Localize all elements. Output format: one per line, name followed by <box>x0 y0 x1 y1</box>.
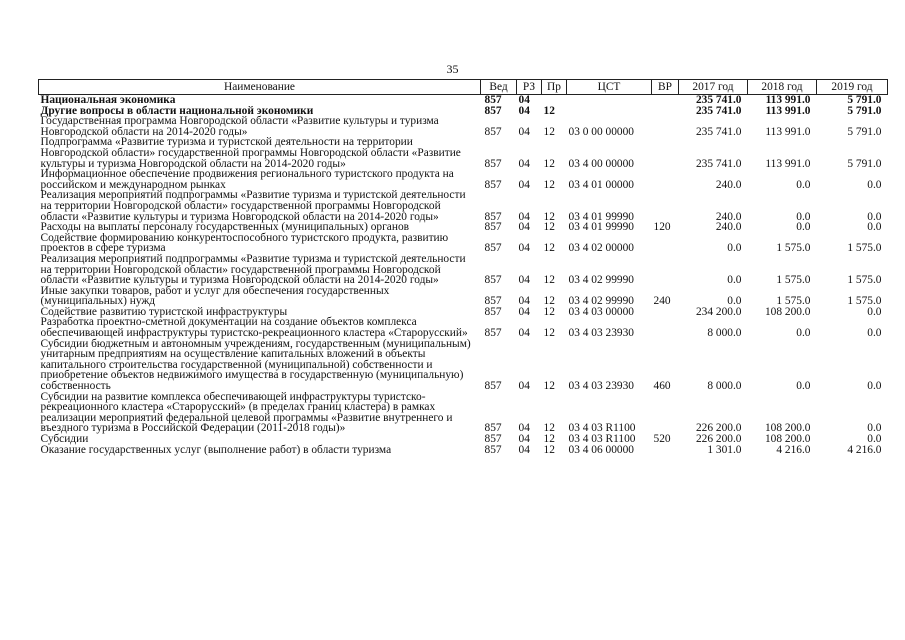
ved-cell: 857 <box>484 104 502 117</box>
amount-2019: 5 791.0 <box>847 104 882 117</box>
vr-cell <box>652 392 679 434</box>
amount-2017: 235 741.0 <box>695 157 742 170</box>
ved-cell: 857 <box>484 443 502 456</box>
pr-cell: 12 <box>543 305 555 318</box>
amount-2018: 1 575.0 <box>776 242 811 255</box>
rz-cell: 04 <box>518 210 530 223</box>
amount-2018: 0.0 <box>796 327 811 340</box>
pr-cell: 12 <box>543 380 555 393</box>
amount-2018: 0.0 <box>796 221 811 234</box>
column-header: ЦСТ <box>567 80 652 95</box>
amount-2019: 0.0 <box>867 327 882 340</box>
cst-cell: 03 4 02 99990 <box>568 295 634 308</box>
ved-cell: 857 <box>484 94 502 106</box>
row-name: Субсидии на развитие комплекса обеспечивающей инфраструктуры туристско-рекреационного кластера «Старорусский» (в пределах границ кластера) в рамках реализации мероприятий федеральной целевой программы «Развитие внутреннего и въездного туризма в Российской Федерации (2011-2018 годы)» <box>40 390 453 435</box>
amount-2019: 0.0 <box>867 433 882 445</box>
cst-cell: 03 4 06 00000 <box>568 443 634 456</box>
amount-2017: 0.0 <box>727 242 742 255</box>
vr-cell: 240 <box>653 295 671 308</box>
vr-cell <box>652 445 679 456</box>
table-row <box>39 339 888 392</box>
rz-cell: 04 <box>518 125 530 138</box>
vr-cell <box>652 233 679 254</box>
rz-cell: 04 <box>518 221 530 234</box>
cst-cell: 03 0 00 00000 <box>568 125 634 138</box>
page-number: 35 <box>446 62 459 76</box>
vr-cell <box>652 190 679 222</box>
rz-cell: 04 <box>518 443 530 456</box>
pr-cell: 12 <box>543 210 555 223</box>
cst-cell: 03 4 03 R1100 <box>568 422 636 435</box>
pr-cell <box>542 95 567 106</box>
rz-cell: 04 <box>518 305 530 318</box>
rz-cell: 04 <box>518 157 530 170</box>
rz-cell: 04 <box>518 295 530 308</box>
cst-cell: 03 4 02 99990 <box>568 274 634 287</box>
amount-2017: 1 301.0 <box>707 443 742 456</box>
column-header: Вед <box>481 80 517 95</box>
pr-cell: 12 <box>543 274 555 287</box>
amount-2019: 1 575.0 <box>847 295 882 308</box>
row-name: Подпрограмма «Развитие туризма и туристской деятельности на территории Новгородской области» государственной программы Новгородской области «Развитие культуры и туризма Новгородской области на 2014-2020 годы» <box>40 136 461 170</box>
rz-cell: 04 <box>518 94 530 106</box>
amount-2017: 226 200.0 <box>695 422 742 435</box>
vr-cell <box>652 169 679 190</box>
ved-cell: 857 <box>484 210 502 223</box>
amount-2017: 235 741.0 <box>695 125 742 138</box>
amount-2018: 1 575.0 <box>776 295 811 308</box>
table-header-row <box>39 80 888 95</box>
vr-cell <box>652 95 679 106</box>
rz-cell: 04 <box>518 422 530 435</box>
pr-cell: 12 <box>543 422 555 435</box>
table-row <box>39 286 888 307</box>
cst-cell: 03 4 01 00000 <box>568 178 634 191</box>
pr-cell: 12 <box>543 157 555 170</box>
ved-cell: 857 <box>484 157 502 170</box>
row-name: Информационное обеспечение продвижения регионального туристского продукта на российском и международном рынках <box>40 168 454 191</box>
amount-2018: 108 200.0 <box>764 305 811 318</box>
row-name: Разработка проектно-сметной документации на создание объектов комплекса обеспечивающей инфраструктуры туристско-рекреационного кластера «Старорусский» <box>40 316 468 340</box>
pr-cell: 12 <box>543 125 555 138</box>
row-name: Государственная программа Новгородской области «Развитие культуры и туризма Новгородской области на 2014-2020 годы» <box>40 115 439 138</box>
cst-cell: 03 4 03 00000 <box>568 305 634 318</box>
table-row <box>39 254 888 286</box>
rz-cell: 04 <box>518 104 530 117</box>
ved-cell: 857 <box>484 295 502 308</box>
column-header: Наименование <box>39 80 481 95</box>
column-header: 2019 год <box>817 80 888 95</box>
table-row <box>39 190 888 222</box>
table-row <box>39 445 888 456</box>
amount-2018: 108 200.0 <box>764 422 811 435</box>
ved-cell: 857 <box>484 274 502 287</box>
ved-cell: 857 <box>484 422 502 435</box>
pr-cell: 12 <box>543 327 555 340</box>
column-header: 2018 год <box>748 80 817 95</box>
table-row <box>39 95 888 106</box>
vr-cell <box>652 317 679 338</box>
vr-cell <box>652 116 679 137</box>
ved-cell: 857 <box>484 242 502 255</box>
row-name: Иные закупки товаров, работ и услуг для обеспечения государственных (муниципальных) нужд <box>40 284 390 308</box>
table-row <box>39 392 888 434</box>
cst-cell: 03 4 03 23930 <box>568 327 634 340</box>
table-row <box>39 169 888 190</box>
amount-2019: 1 575.0 <box>847 242 882 255</box>
row-name: Национальная экономика <box>40 94 176 106</box>
pr-cell: 12 <box>543 433 555 445</box>
cst-cell: 03 4 00 00000 <box>568 157 634 170</box>
table-row <box>39 137 888 169</box>
amount-2017: 235 741.0 <box>695 94 742 106</box>
cst-cell: 03 4 03 R1100 <box>568 433 636 445</box>
amount-2018: 1 575.0 <box>776 274 811 287</box>
amount-2018: 0.0 <box>796 210 811 223</box>
ved-cell: 857 <box>484 380 502 393</box>
amount-2018: 113 991.0 <box>765 125 811 138</box>
cst-cell: 03 4 03 23930 <box>568 380 634 393</box>
table-row <box>39 317 888 338</box>
row-name: Содействие формированию конкурентоспособного туристского продукта, развитию проектов в сфере туризма <box>40 231 449 255</box>
row-name: Оказание государственных услуг (выполнение работ) в области туризма <box>40 443 392 456</box>
budget-table <box>38 79 888 455</box>
amount-2018: 4 216.0 <box>776 443 811 456</box>
amount-2017: 0.0 <box>727 295 742 308</box>
vr-cell <box>652 106 679 117</box>
amount-2017: 0.0 <box>727 274 742 287</box>
vr-cell <box>652 137 679 169</box>
ved-cell: 857 <box>484 221 502 234</box>
rz-cell: 04 <box>518 242 530 255</box>
column-header: ВР <box>652 80 679 95</box>
row-name: Расходы на выплаты персоналу государственных (муниципальных) органов <box>40 221 410 234</box>
column-header: 2017 год <box>679 80 748 95</box>
amount-2018: 0.0 <box>796 380 811 393</box>
amount-2019: 1 575.0 <box>847 274 882 287</box>
amount-2019: 5 791.0 <box>847 125 882 138</box>
row-name: Субсидии <box>40 433 89 445</box>
vr-cell: 120 <box>653 221 671 234</box>
rz-cell: 04 <box>518 380 530 393</box>
amount-2017: 240.0 <box>715 210 742 223</box>
vr-cell <box>652 307 679 318</box>
column-header: Пр <box>542 80 567 95</box>
pr-cell: 12 <box>543 104 555 117</box>
rz-cell: 04 <box>518 178 530 191</box>
amount-2019: 0.0 <box>867 210 882 223</box>
amount-2017: 240.0 <box>715 221 742 234</box>
vr-cell <box>652 254 679 286</box>
cst-cell: 03 4 01 99990 <box>568 221 634 234</box>
row-name: Субсидии бюджетным и автономным учреждениям, государственным (муниципальным) унитарным предприятиям на осуществление капитальных вложений в объекты капитального строительства государственной (муниципальной) собственности и приобретение объектов недвижимого имущества в государственную (муниципальную) собственность <box>40 337 471 393</box>
pr-cell: 12 <box>543 242 555 255</box>
pr-cell: 12 <box>543 443 555 456</box>
row-name: Реализация мероприятий подпрограммы «Развитие туризма и туристской деятельности на территории Новгородской области» государственной программы Новгородской области «Развитие культуры и туризма Новгородской области на 2014-2020 годы» <box>40 252 466 287</box>
amount-2017: 226 200.0 <box>695 433 742 445</box>
ved-cell: 857 <box>484 327 502 340</box>
row-name: Другие вопросы в области национальной экономики <box>40 104 314 117</box>
pr-cell: 12 <box>543 221 555 234</box>
ved-cell: 857 <box>484 178 502 191</box>
amount-2018: 0.0 <box>796 178 811 191</box>
amount-2019: 0.0 <box>867 422 882 435</box>
amount-2017: 235 741.0 <box>695 104 742 117</box>
rz-cell: 04 <box>518 274 530 287</box>
amount-2018: 113 991.0 <box>765 104 811 117</box>
table-row <box>39 116 888 137</box>
ved-cell: 857 <box>484 125 502 138</box>
pr-cell: 12 <box>543 295 555 308</box>
amount-2019: 4 216.0 <box>847 443 882 456</box>
amount-2019: 0.0 <box>867 380 882 393</box>
vr-cell: 520 <box>653 433 671 445</box>
row-name: Реализация мероприятий подпрограммы «Развитие туризма и туристской деятельности на территории Новгородской области» государственной программы Новгородской области «Развитие культуры и туризма Новгородской области на 2014-2020 годы» <box>40 189 466 223</box>
amount-2017: 234 200.0 <box>695 305 742 318</box>
vr-cell: 460 <box>653 380 671 393</box>
table-row <box>39 434 888 445</box>
cst-cell <box>567 106 652 117</box>
rz-cell: 04 <box>518 327 530 340</box>
row-name: Содействие развитию туристской инфраструктуры <box>40 305 288 318</box>
amount-2018: 113 991.0 <box>765 157 811 170</box>
amount-2017: 240.0 <box>715 178 742 191</box>
amount-2019: 0.0 <box>867 178 882 191</box>
cst-cell: 03 4 01 99990 <box>568 210 634 223</box>
amount-2017: 8 000.0 <box>707 380 742 393</box>
amount-2019: 0.0 <box>867 305 882 318</box>
ved-cell: 857 <box>484 433 502 445</box>
amount-2018: 108 200.0 <box>764 433 811 445</box>
amount-2018: 113 991.0 <box>765 94 811 106</box>
amount-2019: 5 791.0 <box>847 157 882 170</box>
amount-2019: 0.0 <box>867 221 882 234</box>
cst-cell <box>567 95 652 106</box>
ved-cell: 857 <box>484 305 502 318</box>
cst-cell: 03 4 02 00000 <box>568 242 634 255</box>
rz-cell: 04 <box>518 433 530 445</box>
amount-2017: 8 000.0 <box>707 327 742 340</box>
column-header: РЗ <box>517 80 542 95</box>
pr-cell: 12 <box>543 178 555 191</box>
amount-2019: 5 791.0 <box>847 94 882 106</box>
table-row <box>39 233 888 254</box>
